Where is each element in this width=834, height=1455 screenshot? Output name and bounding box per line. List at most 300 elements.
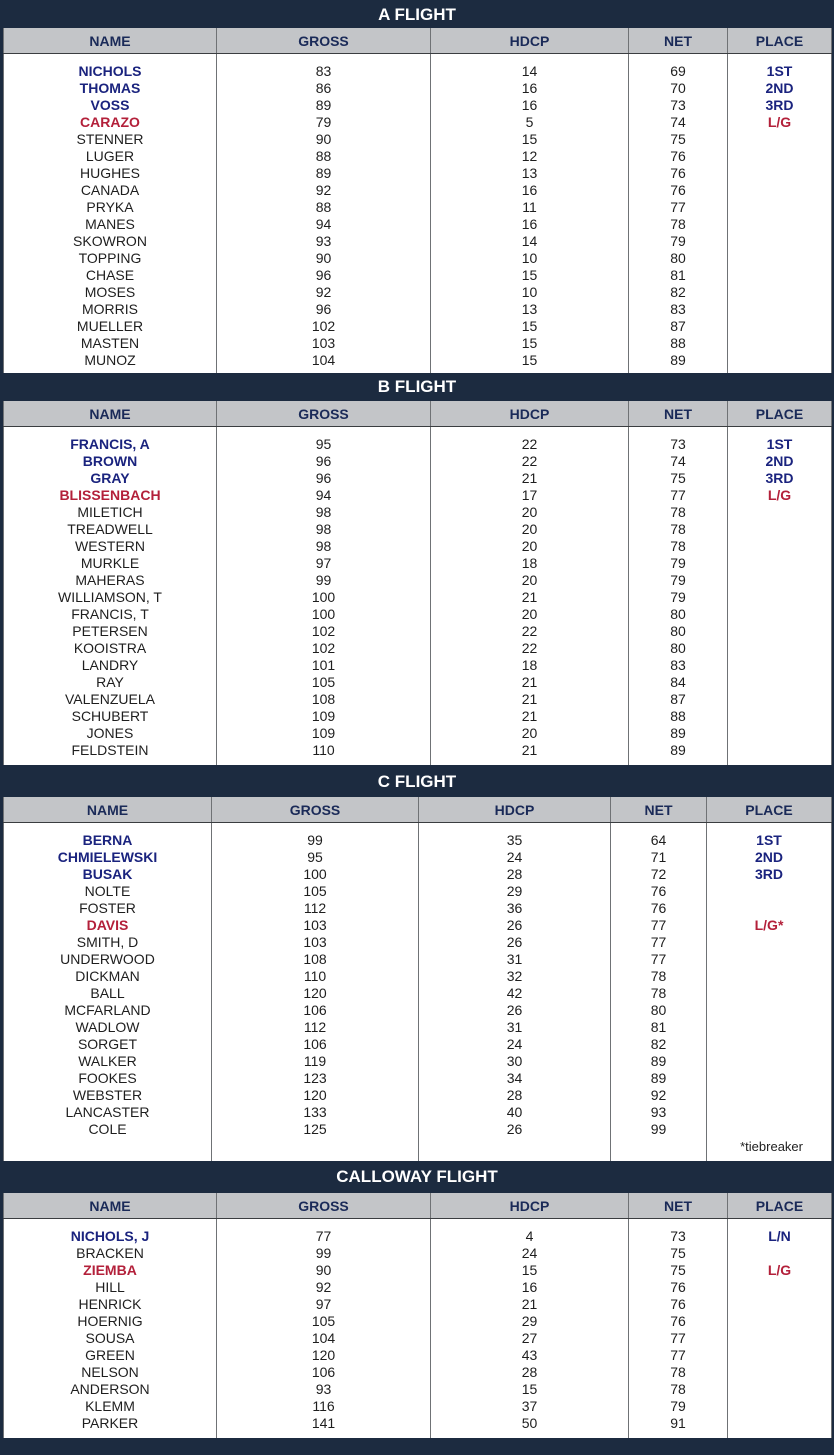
gross-score: 104: [311, 352, 336, 368]
player-name: HILL: [95, 1279, 125, 1295]
place-column: [728, 1219, 832, 1439]
place-label: [728, 521, 831, 538]
place-label: 1ST: [756, 832, 782, 848]
place-label: [728, 589, 831, 606]
gross-score: 95: [315, 436, 332, 452]
net-score: 76: [670, 182, 686, 198]
handicap-value: 15: [521, 335, 538, 351]
player-name: GRAY: [90, 470, 130, 486]
gross-score: 92: [315, 284, 332, 300]
handicap-value: 26: [506, 917, 523, 933]
net-score: 75: [670, 470, 686, 486]
handicap-value: 22: [521, 436, 538, 452]
handicap-value: 31: [506, 1019, 523, 1035]
net-score: 87: [670, 691, 686, 707]
place-label: [728, 131, 831, 148]
net-score: 89: [670, 725, 686, 741]
place-label: [707, 1121, 831, 1138]
column-header-hdcp: HDCP: [419, 797, 611, 823]
place-label: [728, 165, 831, 182]
net-score: 78: [650, 985, 667, 1001]
handicap-value: 24: [506, 1036, 523, 1052]
flight-title: B FLIGHT: [0, 373, 834, 400]
place-label: [707, 951, 831, 968]
net-score: 83: [670, 301, 686, 317]
gross-score: 120: [303, 1087, 327, 1103]
table-row: [4, 823, 832, 1162]
handicap-value: 34: [506, 1070, 523, 1086]
net-score: 80: [670, 606, 686, 622]
net-score: 78: [670, 216, 686, 232]
place-label: [707, 900, 831, 917]
net-column: [629, 1219, 728, 1439]
gross-score: 99: [315, 572, 332, 588]
gross-score: 105: [303, 883, 327, 899]
net-score: 78: [670, 1364, 686, 1380]
player-name: WALKER: [78, 1053, 137, 1069]
handicap-value: 15: [521, 1381, 538, 1397]
place-label: [728, 1381, 831, 1398]
name-column: [4, 427, 217, 766]
handicap-value: 13: [521, 165, 538, 181]
player-name: NOLTE: [84, 883, 131, 899]
place-label: [728, 182, 831, 199]
flight-section-b: [0, 372, 834, 758]
player-name: BERNA: [82, 832, 133, 848]
column-header-place: PLACE: [728, 401, 832, 427]
gross-column: [217, 1219, 431, 1439]
place-label: [728, 148, 831, 165]
column-header-place: PLACE: [728, 1193, 832, 1219]
handicap-value: 4: [525, 1228, 534, 1244]
gross-score: 90: [315, 131, 332, 147]
column-header-net: NET: [629, 28, 728, 54]
hdcp-column: [431, 427, 629, 766]
player-name: MAHERAS: [75, 572, 145, 588]
handicap-value: 11: [522, 199, 537, 215]
player-name: BUSAK: [82, 866, 133, 882]
player-name: TREADWELL: [67, 521, 153, 537]
player-name: HUGHES: [80, 165, 140, 181]
net-score: 73: [670, 97, 686, 113]
player-name: SCHUBERT: [71, 708, 149, 724]
place-label: [707, 1053, 831, 1070]
net-score: 79: [670, 589, 686, 605]
net-score: 76: [670, 1313, 686, 1329]
place-label: 2ND: [765, 453, 794, 469]
player-name: MURKLE: [80, 555, 140, 571]
net-score: 81: [650, 1019, 667, 1035]
handicap-value: 5: [525, 114, 534, 130]
handicap-value: 28: [521, 1364, 538, 1380]
place-label: [728, 1398, 831, 1415]
gross-score: 94: [315, 487, 332, 503]
net-score: 76: [670, 165, 686, 181]
place-label: L/G: [767, 114, 792, 130]
place-label: [707, 1036, 831, 1053]
column-header-net: NET: [629, 401, 728, 427]
player-name: STENNER: [76, 131, 144, 147]
player-name: KOOISTRA: [73, 640, 147, 656]
net-score: 78: [670, 1381, 686, 1397]
place-label: [707, 1104, 831, 1121]
place-label: L/G*: [754, 917, 784, 933]
place-label: [728, 538, 831, 555]
net-score: 77: [670, 1330, 686, 1346]
gross-score: 95: [307, 849, 323, 865]
net-score: 75: [670, 131, 686, 147]
flight-section-a: [0, 0, 834, 368]
place-label: 1ST: [766, 436, 793, 452]
place-label: L/G: [767, 487, 792, 503]
gross-column: [217, 54, 431, 376]
place-label: [707, 883, 831, 900]
player-name: HENRICK: [78, 1296, 142, 1312]
handicap-value: 28: [506, 1087, 523, 1103]
handicap-value: 14: [521, 63, 538, 79]
place-label: [728, 199, 831, 216]
net-score: 89: [670, 742, 686, 758]
gross-score: 92: [315, 182, 332, 198]
place-label: 1ST: [766, 63, 793, 79]
net-score: 78: [670, 538, 686, 554]
gross-score: 125: [303, 1121, 327, 1137]
gross-score: 141: [311, 1415, 336, 1431]
gross-score: 105: [311, 1313, 336, 1329]
gross-score: 86: [315, 80, 332, 96]
place-label: [707, 985, 831, 1002]
net-score: 76: [670, 148, 686, 164]
gross-column: [217, 427, 431, 766]
column-header-gross: GROSS: [212, 797, 419, 823]
player-name: PARKER: [81, 1415, 139, 1431]
net-score: 78: [670, 521, 686, 537]
name-column: [4, 823, 212, 1162]
hdcp-column: [419, 823, 611, 1162]
place-label: [728, 606, 831, 623]
handicap-value: 35: [506, 832, 523, 848]
gross-score: 108: [311, 691, 336, 707]
player-name: FRANCIS, T: [71, 606, 149, 622]
place-label: [728, 572, 831, 589]
net-score: 71: [650, 849, 667, 865]
handicap-value: 16: [521, 1279, 538, 1295]
handicap-value: 43: [521, 1347, 538, 1363]
net-score: 89: [670, 352, 686, 368]
handicap-value: 36: [506, 900, 523, 916]
gross-score: 88: [315, 199, 332, 215]
net-score: 77: [650, 934, 667, 950]
net-score: 72: [650, 866, 667, 882]
place-label: [728, 1296, 831, 1313]
gross-score: 96: [315, 301, 332, 317]
net-score: 76: [650, 900, 667, 916]
player-name: BRACKEN: [76, 1245, 144, 1261]
handicap-value: 22: [521, 453, 538, 469]
gross-score: 100: [311, 606, 336, 622]
player-name: WADLOW: [75, 1019, 140, 1035]
gross-score: 96: [315, 453, 332, 469]
gross-score: 92: [315, 1279, 332, 1295]
column-header-gross: GROSS: [217, 1193, 431, 1219]
gross-score: 98: [315, 504, 332, 520]
handicap-value: 10: [521, 250, 538, 266]
net-score: 84: [670, 674, 686, 690]
handicap-value: 37: [521, 1398, 538, 1414]
net-score: 74: [670, 114, 686, 130]
player-name: MUNOZ: [84, 352, 136, 368]
place-label: L/N: [768, 1228, 791, 1244]
handicap-value: 21: [521, 589, 538, 605]
net-score: 80: [670, 640, 686, 656]
handicap-value: 50: [521, 1415, 538, 1431]
flight-title: CALLOWAY FLIGHT: [0, 1163, 834, 1190]
place-label: [728, 335, 831, 352]
handicap-value: 29: [521, 1313, 538, 1329]
player-name: SKOWRON: [73, 233, 147, 249]
player-name: WILLIAMSON, T: [58, 589, 162, 605]
column-header-gross: GROSS: [217, 28, 431, 54]
handicap-value: 18: [521, 657, 538, 673]
gross-score: 103: [303, 934, 327, 950]
net-score: 77: [670, 1347, 686, 1363]
place-label: [728, 267, 831, 284]
gross-score: 98: [315, 538, 332, 554]
player-name: FRANCIS, A: [70, 436, 150, 452]
player-name: ZIEMBA: [83, 1262, 137, 1278]
gross-score: 89: [315, 97, 332, 113]
place-label: [728, 640, 831, 657]
place-label: [728, 1364, 831, 1381]
net-score: 70: [670, 80, 686, 96]
place-column: [707, 823, 832, 1162]
handicap-value: 16: [521, 97, 538, 113]
column-header-hdcp: HDCP: [431, 28, 629, 54]
handicap-value: 10: [521, 284, 538, 300]
gross-score: 90: [315, 250, 332, 266]
column-header-hdcp: HDCP: [431, 1193, 629, 1219]
column-header-place: PLACE: [728, 28, 832, 54]
player-name: WESTERN: [75, 538, 145, 554]
net-score: 79: [670, 233, 686, 249]
place-label: 2ND: [765, 80, 794, 96]
place-label: [728, 318, 831, 335]
player-name: MCFARLAND: [64, 1002, 151, 1018]
gross-score: 89: [315, 165, 332, 181]
name-column: [4, 54, 217, 376]
gross-score: 102: [311, 318, 336, 334]
place-label: [728, 352, 831, 369]
gross-score: 101: [311, 657, 336, 673]
gross-score: 116: [312, 1398, 335, 1414]
player-name: SMITH, D: [76, 934, 139, 950]
handicap-value: 15: [521, 267, 538, 283]
results-table: [3, 401, 832, 765]
player-name: MASTEN: [80, 335, 140, 351]
gross-score: 79: [315, 114, 332, 130]
place-label: 3RD: [765, 470, 794, 486]
player-name: LANDRY: [81, 657, 139, 673]
player-name: VOSS: [90, 97, 130, 113]
net-score: 88: [670, 335, 686, 351]
handicap-value: 27: [521, 1330, 538, 1346]
handicap-value: 20: [521, 725, 538, 741]
net-score: 91: [670, 1415, 686, 1431]
player-name: MUELLER: [76, 318, 144, 334]
player-name: FOOKES: [78, 1070, 137, 1086]
gross-score: 96: [315, 470, 332, 486]
gross-score: 77: [315, 1228, 332, 1244]
place-label: [728, 725, 831, 742]
handicap-value: 16: [521, 216, 538, 232]
gross-score: 120: [311, 1347, 336, 1363]
handicap-value: 26: [506, 934, 523, 950]
handicap-value: 20: [521, 504, 538, 520]
net-score: 92: [650, 1087, 667, 1103]
net-score: 83: [670, 657, 686, 673]
place-label: [707, 968, 831, 985]
player-name: SORGET: [77, 1036, 138, 1052]
handicap-value: 24: [521, 1245, 538, 1261]
player-name: RAY: [96, 674, 124, 690]
player-name: NICHOLS: [78, 63, 142, 79]
player-name: UNDERWOOD: [60, 951, 155, 967]
net-score: 75: [670, 1262, 686, 1278]
column-header-name: NAME: [4, 28, 217, 54]
handicap-value: 21: [521, 742, 538, 758]
player-name: NICHOLS, J: [70, 1228, 150, 1244]
net-score: 76: [670, 1279, 686, 1295]
player-name: LUGER: [85, 148, 135, 164]
handicap-value: 20: [521, 572, 538, 588]
place-label: 3RD: [754, 866, 783, 882]
column-header-net: NET: [611, 797, 707, 823]
place-label: [707, 1087, 831, 1104]
player-name: BALL: [90, 985, 125, 1001]
player-name: MANES: [85, 216, 135, 232]
handicap-value: 42: [506, 985, 523, 1001]
place-label: [707, 1002, 831, 1019]
net-column: [629, 427, 728, 766]
handicap-value: 28: [506, 866, 523, 882]
gross-score: 93: [315, 1381, 332, 1397]
results-table: [3, 797, 832, 1161]
gross-score: 106: [311, 1364, 336, 1380]
gross-score: 106: [303, 1002, 327, 1018]
gross-score: 103: [303, 917, 327, 933]
net-score: 93: [650, 1104, 667, 1120]
table-row: [4, 1219, 832, 1439]
handicap-value: 15: [521, 318, 538, 334]
player-name: COLE: [88, 1121, 127, 1137]
column-header-net: NET: [629, 1193, 728, 1219]
gross-score: 120: [303, 985, 327, 1001]
player-name: TOPPING: [78, 250, 142, 266]
handicap-value: 26: [506, 1002, 523, 1018]
net-score: 89: [650, 1053, 667, 1069]
gross-score: 98: [315, 521, 332, 537]
net-score: 87: [670, 318, 686, 334]
net-score: 79: [670, 1398, 686, 1414]
place-label: [728, 504, 831, 521]
place-label: [707, 934, 831, 951]
player-name: DICKMAN: [75, 968, 140, 984]
handicap-value: 15: [521, 352, 538, 368]
player-name: LANCASTER: [65, 1104, 150, 1120]
player-name: WEBSTER: [72, 1087, 143, 1103]
gross-score: 97: [315, 1296, 332, 1312]
handicap-value: 21: [521, 1296, 538, 1312]
handicap-value: 32: [506, 968, 523, 984]
place-label: [728, 1279, 831, 1296]
place-column: [728, 427, 832, 766]
gross-score: 83: [315, 63, 332, 79]
net-column: [611, 823, 707, 1162]
gross-score: 90: [315, 1262, 332, 1278]
net-score: 80: [650, 1002, 667, 1018]
handicap-value: 31: [506, 951, 523, 967]
results-table: [3, 1193, 832, 1438]
player-name: CHMIELEWSKI: [57, 849, 158, 865]
player-name: ANDERSON: [70, 1381, 150, 1397]
hdcp-column: [431, 54, 629, 376]
net-score: 82: [650, 1036, 667, 1052]
place-label: [728, 742, 831, 759]
player-name: KLEMM: [85, 1398, 135, 1414]
gross-score: 100: [311, 589, 336, 605]
gross-score: 133: [303, 1104, 327, 1120]
gross-score: 93: [315, 233, 332, 249]
gross-score: 105: [311, 674, 336, 690]
gross-score: 104: [311, 1330, 336, 1346]
handicap-value: 16: [521, 80, 538, 96]
player-name: MORRIS: [82, 301, 138, 317]
gross-score: 102: [311, 623, 336, 639]
place-label: [728, 674, 831, 691]
gross-score: 112: [303, 900, 327, 916]
player-name: CHASE: [85, 267, 135, 283]
place-label: [728, 623, 831, 640]
name-column: [4, 1219, 217, 1439]
gross-score: 97: [315, 555, 332, 571]
handicap-value: 20: [521, 521, 538, 537]
gross-score: 106: [303, 1036, 327, 1052]
handicap-value: 22: [521, 640, 538, 656]
player-name: GREEN: [85, 1347, 135, 1363]
net-score: 73: [670, 436, 686, 452]
flight-title: C FLIGHT: [0, 768, 834, 795]
handicap-value: 24: [506, 849, 523, 865]
place-label: [728, 1245, 831, 1262]
gross-score: 88: [315, 148, 332, 164]
player-name: MILETICH: [77, 504, 143, 520]
place-label: [707, 1019, 831, 1036]
gross-score: 108: [303, 951, 327, 967]
player-name: MOSES: [84, 284, 136, 300]
player-name: BROWN: [82, 453, 138, 469]
handicap-value: 21: [521, 691, 538, 707]
place-label: [728, 691, 831, 708]
net-score: 78: [650, 968, 667, 984]
handicap-value: 13: [521, 301, 538, 317]
place-label: [707, 1070, 831, 1087]
place-label: [728, 301, 831, 318]
gross-score: 119: [303, 1053, 327, 1069]
gross-score: 99: [315, 1245, 332, 1261]
table-row: [4, 54, 832, 376]
flight-section-c: [0, 767, 834, 1154]
player-name: BLISSENBACH: [59, 487, 161, 503]
